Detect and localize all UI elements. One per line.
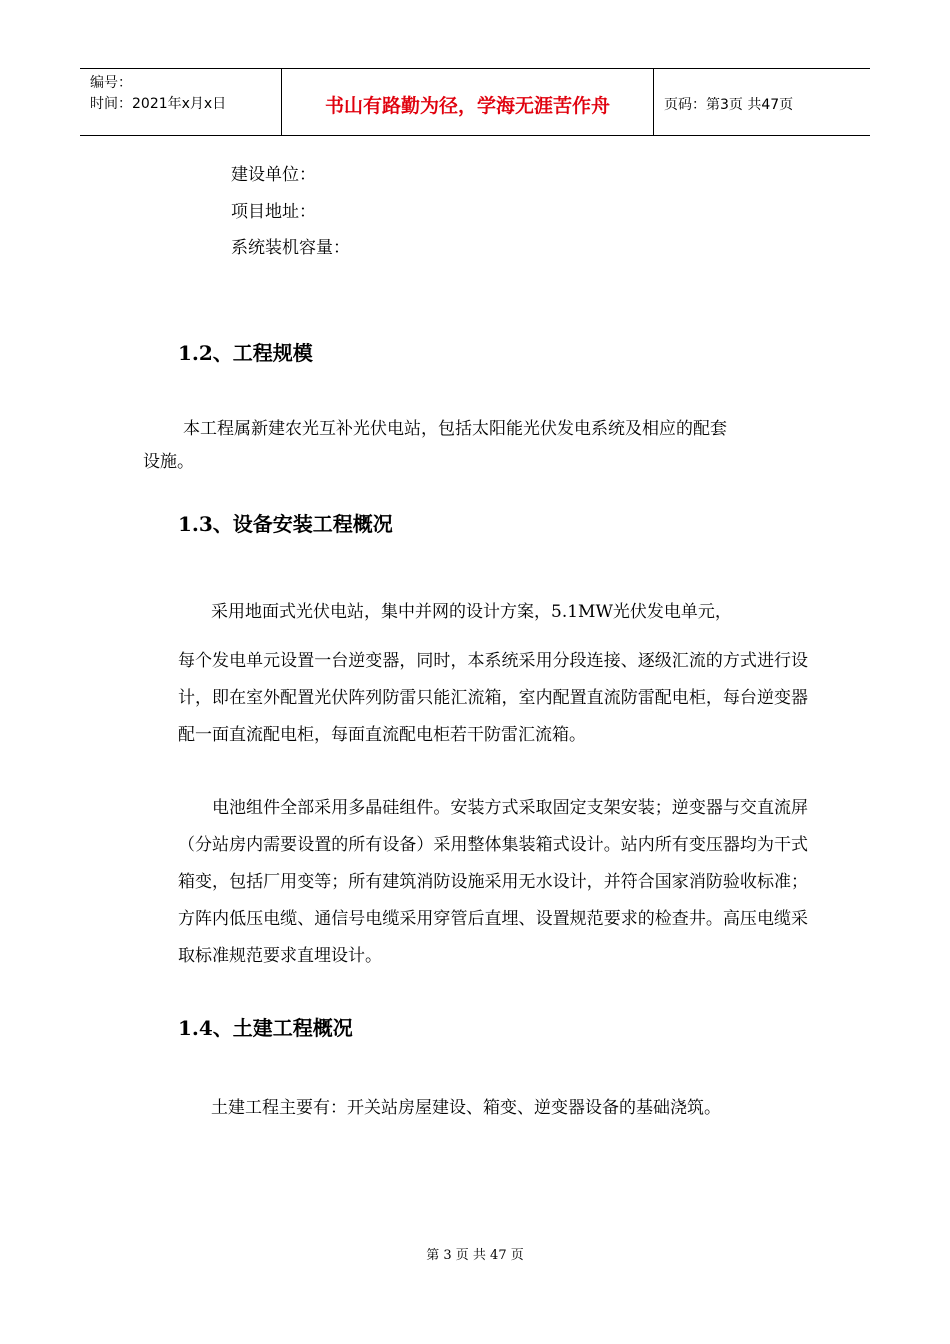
header-meta [80,69,282,135]
section-1-4-para: 土建工程主要有：开关站房屋建设、箱变、逆变器设备的基础浇筑。 [211,1098,721,1118]
section-1-3-p1-line1: 采用地面式光伏电站，集中并网的设计方案，5.1MW光伏发电单元， [211,602,732,622]
info-construction-unit: 建设单位： [231,165,316,185]
section-1-3-p2: 电池组件全部采用多晶硅组件。安装方式采取固定支架安装；逆变器与交直流屏（分站房内需要设置的所有设备）采用整体集装箱式设计。站内所有变压器均为干式箱变，包括厂用变等；所有建筑消防设施采用无水设计，并符合国家消防验收标准；方阵内低压电缆、通信号电缆采用穿管后直埋、设置规范要求的检查井。高压电缆采取标准规范要求直埋设计。 [178,798,808,966]
header-motto: 书山有路勤为径，学海无涯苦作舟 [282,69,654,135]
header-page-info: 页码：第3页 共47页 [664,97,794,113]
section-1-2-line2: 设施。 [143,452,194,472]
heading-1-4: 1.4、土建工程概况 [178,1016,353,1040]
section-1-3-p1-rest: 每个发电单元设置一台逆变器，同时，本系统采用分段连接、逐级汇流的方式进行设计，即在室外配置光伏阵列防雷只能汇流箱，室内配置直流防雷配电柜，每台逆变器配一面直流配电柜，每面直流配电柜若干防雷汇流箱。 [178,651,808,745]
heading-1-3: 1.3、设备安装工程概况 [178,512,393,536]
page-footer: 第 3 页 共 47 页 [426,1248,524,1263]
page-header [80,68,870,136]
number-label: 编号： [90,75,132,91]
time-label: 时间：2021年x月x日 [90,96,227,112]
info-project-address: 项目地址： [231,202,316,222]
heading-1-2: 1.2、工程规模 [178,341,313,365]
info-system-capacity: 系统装机容量： [231,238,350,258]
section-1-2-line1: 本工程属新建农光互补光伏电站，包括太阳能光伏发电系统及相应的配套 [183,419,727,439]
